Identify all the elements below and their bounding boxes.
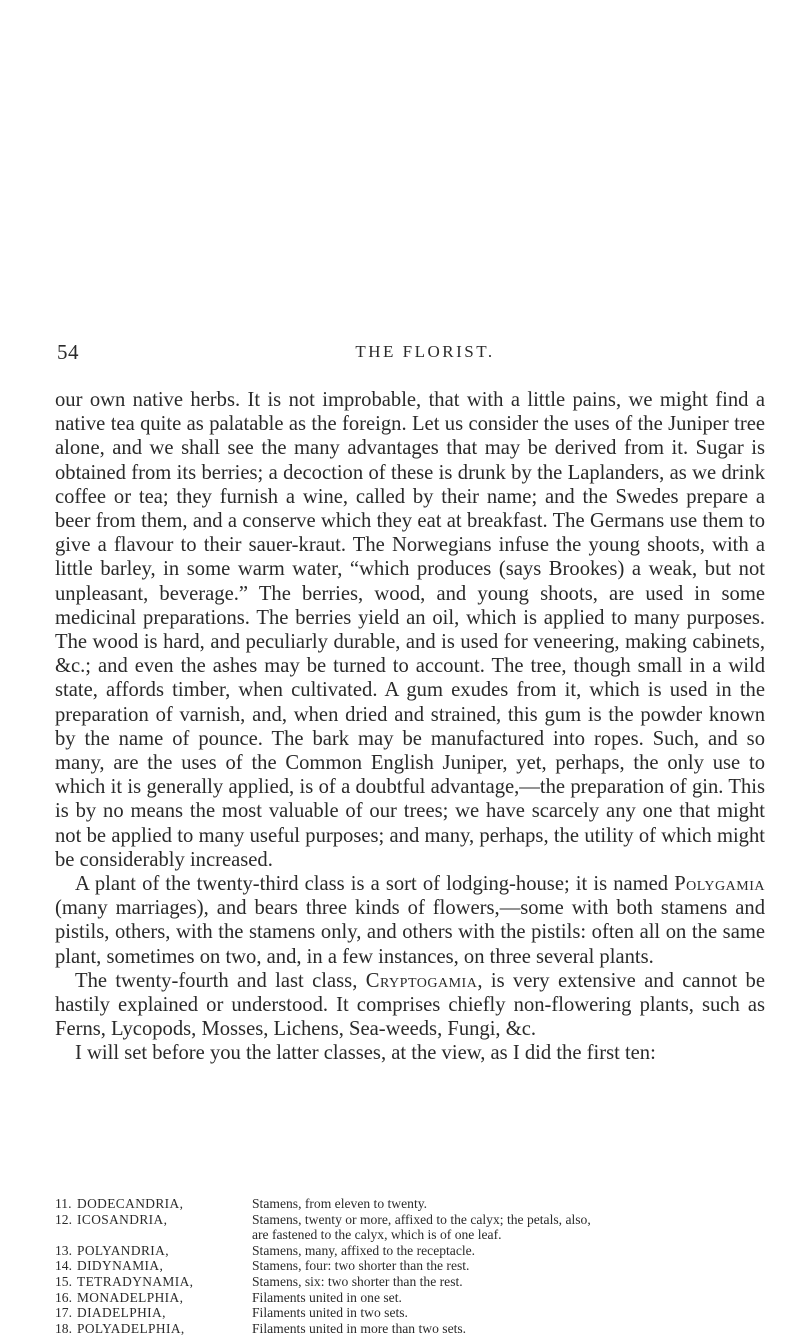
running-head: THE FLORIST. — [355, 342, 495, 361]
class-name: TETRADYNAMIA, — [77, 1273, 194, 1289]
class-name: POLYANDRIA, — [77, 1242, 169, 1258]
class-description: Stamens, twenty or more, affixed to the calyx; the petals, also, — [252, 1211, 591, 1227]
table-row: 14. DIDYNAMIA, Stamens, four: two shorter than the rest. — [55, 1258, 767, 1274]
term-cryptogamia: Cryptogamia — [365, 969, 478, 992]
page-header — [55, 340, 767, 370]
table-row: 11. DODECANDRIA, Stamens, from eleven to twenty. — [55, 1196, 767, 1212]
table-row: 15. TETRADYNAMIA, Stamens, six: two shorter than the rest. — [55, 1274, 767, 1290]
paragraph-juniper: our own native herbs. It is not improbable, that with a little pains, we might find a native tea quite as palatable as the foreign. Let us consider the uses of the Juniper tree alone, and we shall see the many advantages that may be derived from it. Sugar is obtained from its berries; a decoction of these is drunk by the Laplanders, as we drink coffee or tea; they furnish a wine, called by their name; and the Swedes prepare a beer from them, and a conserve which they eat at breakfast. The Germans use them to give a flavour to their sauer-kraut. The Norwegians infuse the young shoots, with a little barley, in some warm water, “which produces (says Brookes) a weak, but not unpleasant, beverage.” The berries, wood, and young shoots, are used in some medicinal preparations. The berries yield an oil, which is applied to many purposes. The wood is hard, and peculiarly durable, and is used for veneering, making cabinets, &c.; and even the ashes may be turned to account. The tree, though small in a wild state, affords timber, when cultivated. A gum exudes from it, which is used in the preparation of varnish, and, when dried and strained, this gum is the powder known by the name of pounce. The bark may be manufactured into ropes. Such, and so many, are the uses of the Common English Juniper, yet, perhaps, the only use to which it is generally applied, is of a doubtful advantage,—the preparation of gin. This is by no means the most valuable of our trees; we have scarcely any one that might not be applied to many useful purposes; and many, perhaps, the utility of which might be considerably increased. — [55, 389, 765, 871]
class-description: Filaments united in two sets. — [252, 1305, 408, 1321]
paragraph-polygamia: A plant of the twenty-third class is a sort of lodging-house; it is named Polygamia (many marriages), and bears three kinds of flowers,—some with both stamens and pistils, others, with the stamens only, and others with the pistils: often all on the same plant, sometimes on two, and, in a few instances, on three several plants. — [55, 873, 765, 968]
class-description: Filaments united in more than two sets. — [252, 1320, 467, 1336]
table-row-continuation: are fastened to the calyx, which is of one leaf. — [252, 1227, 502, 1243]
class-description: Stamens, six: two shorter than the rest. — [252, 1273, 463, 1289]
class-description: Filaments united in one set. — [252, 1289, 402, 1305]
table-row: 17. DIADELPHIA, Filaments united in two sets. — [55, 1305, 767, 1321]
class-name: DIDYNAMIA, — [77, 1258, 164, 1274]
page-number: 54 — [57, 340, 79, 364]
table-row: 18. POLYADELPHIA, Filaments united in more than two sets. — [55, 1321, 767, 1336]
paragraph-intro-table: I will set before you the latter classes, at the view, as I did the first ten: — [75, 1042, 656, 1065]
class-name: MONADELPHIA, — [77, 1289, 184, 1305]
class-name: ICOSANDRIA, — [77, 1211, 168, 1227]
class-table — [55, 1196, 767, 1336]
paragraph-cryptogamia: The twenty-fourth and last class, Cryptogamia, is very extensive and cannot be hastily explained or understood. It comprises chiefly non-flowering plants, such as Ferns, Lycopods, Mosses, Lichens, Sea-weeds, Fungi, &c. — [55, 969, 765, 1041]
book-page — [55, 0, 767, 1334]
class-name: DIADELPHIA, — [77, 1305, 166, 1321]
table-row: 16. MONADELPHIA, Filaments united in one set. — [55, 1290, 767, 1306]
term-polygamia: Polygamia — [674, 873, 765, 896]
class-description: Stamens, four: two shorter than the rest. — [252, 1258, 470, 1274]
body-text — [55, 388, 765, 1066]
table-row: 12. ICOSANDRIA, Stamens, twenty or more, affixed to the calyx; the petals, also, — [55, 1212, 767, 1228]
class-description: Stamens, many, affixed to the receptacle. — [252, 1242, 476, 1258]
class-name: POLYADELPHIA, — [77, 1320, 185, 1336]
table-row: 13. POLYANDRIA, Stamens, many, affixed to the receptacle. — [55, 1243, 767, 1259]
class-description: Stamens, from eleven to twenty. — [252, 1196, 428, 1211]
class-name: DODECANDRIA, — [77, 1196, 184, 1211]
